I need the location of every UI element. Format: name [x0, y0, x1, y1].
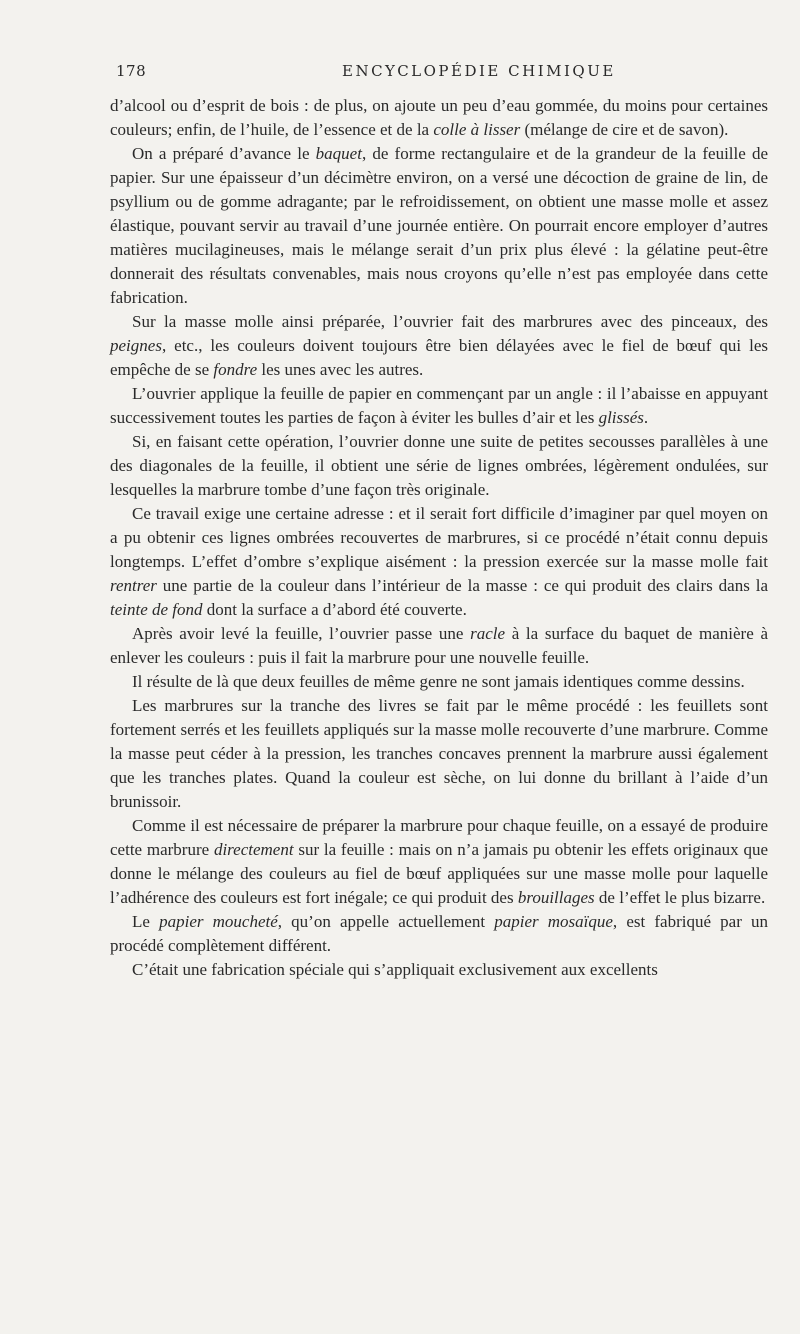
text-run: les unes avec les autres. [257, 360, 424, 379]
paragraph [110, 94, 768, 142]
paragraph [110, 694, 768, 814]
text-run: à la surface du baquet de manière à enlever les couleurs : puis il fait la marbrure pour une nouvelle feuille. [110, 624, 768, 667]
paragraph [110, 382, 768, 430]
body-text [110, 94, 768, 982]
italic-text: racle [470, 624, 506, 643]
italic-text: teinte de fond [110, 600, 203, 619]
text-run: (mélange de cire et de savon). [520, 120, 729, 139]
text-run: , qu’on appelle actuellement [277, 912, 495, 931]
text-run: On a préparé d’avance le [132, 144, 316, 163]
italic-text: peignes [110, 336, 162, 355]
page-header [110, 62, 768, 86]
italic-text: rentrer [110, 576, 157, 595]
text-run: Le [132, 912, 160, 931]
text-run: sur la feuille : mais on n’a jamais pu obtenir les effets originaux que donne le mélange des couleurs au fiel de bœuf appliquées sur une masse molle pour laquelle l’adhérence des couleurs est fort inégale; ce qui produit des [110, 840, 768, 907]
text-run: Les marbrures sur la tranche des livres se fait par le même procédé : les feuillets sont fortement serrés et les feuillets appliqués sur la masse molle recouverte d’une marbrure. Comme la masse peut céder à la pression, les tranches concaves prennent la marbrure aussi également que les tranches plates. Quand la couleur est sèche, on lui donne du brillant à l’aide d’un brunissoir. [110, 696, 768, 811]
italic-text: fondre [213, 360, 258, 379]
paragraph [110, 142, 768, 310]
paragraph [110, 958, 768, 982]
text-run: Sur la masse molle ainsi préparée, l’ouvrier fait des marbrures avec des pinceaux, des [132, 312, 768, 331]
text-run: Après avoir levé la feuille, l’ouvrier passe une [132, 624, 471, 643]
italic-text: colle à lisser [433, 120, 521, 139]
paragraph [110, 814, 768, 910]
text-run: une partie de la couleur dans l’intérieur de la masse : ce qui produit des clairs dans la [156, 576, 768, 595]
paragraph [110, 910, 768, 958]
text-run: Ce travail exige une certaine adresse : et il serait fort difficile d’imaginer par quel moyen on a pu obtenir ces lignes ombrées recouvertes de marbrures, si ce procédé n’était connu depuis longtemps. L’effet d’ombre s’explique aisément : la pression exercée sur la masse molle fait [110, 504, 768, 571]
italic-text: papier moucheté [159, 912, 278, 931]
text-run: , est fabriqué par un procédé complètement différent. [110, 912, 769, 955]
text-run: Comme il est nécessaire de préparer la marbrure pour chaque feuille, on a essayé de produire cette marbrure [110, 816, 768, 859]
running-title: ENCYCLOPÉDIE CHIMIQUE [342, 62, 616, 80]
italic-text: brouillages [517, 888, 595, 907]
italic-text: papier mosaïque [494, 912, 613, 931]
text-run: Il résulte de là que deux feuilles de même genre ne sont jamais identiques comme dessins. [132, 672, 745, 691]
page-number: 178 [116, 62, 147, 80]
text-run: L’ouvrier applique la feuille de papier en commençant par un angle : il l’abaisse en appuyant successivement toutes les parties de façon à éviter les bulles d’air et les [110, 384, 768, 427]
text-run: . [643, 408, 649, 427]
text-run: , de forme rectangulaire et de la grandeur de la feuille de papier. Sur une épaisseur d’un décimètre environ, on a versé une décoction de graine de lin, de psyllium ou de gomme adragante; par le refroidissement, on obtient une masse molle et assez élastique, pouvant servir au travail d’une journée entière. On pourrait encore employer d’autres matières mucilagineuses, mais le mélange serait d’un prix plus élevé : la gélatine peut-être donnerait des résultats convenables, mais nous croyons qu’elle n’est pas employée dans cette fabrication. [110, 144, 768, 307]
text-run: dont la surface a d’abord été couverte. [202, 600, 467, 619]
paragraph [110, 502, 768, 622]
paragraph [110, 622, 768, 670]
text-run: d’alcool ou d’esprit de bois : de plus, on ajoute un peu d’eau gommée, du moins pour certaines couleurs; enfin, de l’huile, de l’essence et de la [110, 96, 768, 139]
paragraph [110, 430, 768, 502]
text-run: de l’effet le plus bizarre. [594, 888, 766, 907]
italic-text: baquet [315, 144, 362, 163]
italic-text: glissés [598, 408, 644, 427]
paragraph [110, 310, 768, 382]
italic-text: directement [213, 840, 294, 859]
text-run: Si, en faisant cette opération, l’ouvrier donne une suite de petites secousses parallèles à une des diagonales de la feuille, il obtient une série de lignes ombrées, légèrement ondulées, sur lesquelles la marbrure tombe d’une façon très originale. [110, 432, 768, 499]
text-run: C’était une fabrication spéciale qui s’appliquait exclusivement aux excellents [132, 960, 658, 979]
text-run: , etc., les couleurs doivent toujours être bien délayées avec le fiel de bœuf qui les empêche de se [110, 336, 768, 379]
paragraph [110, 670, 768, 694]
